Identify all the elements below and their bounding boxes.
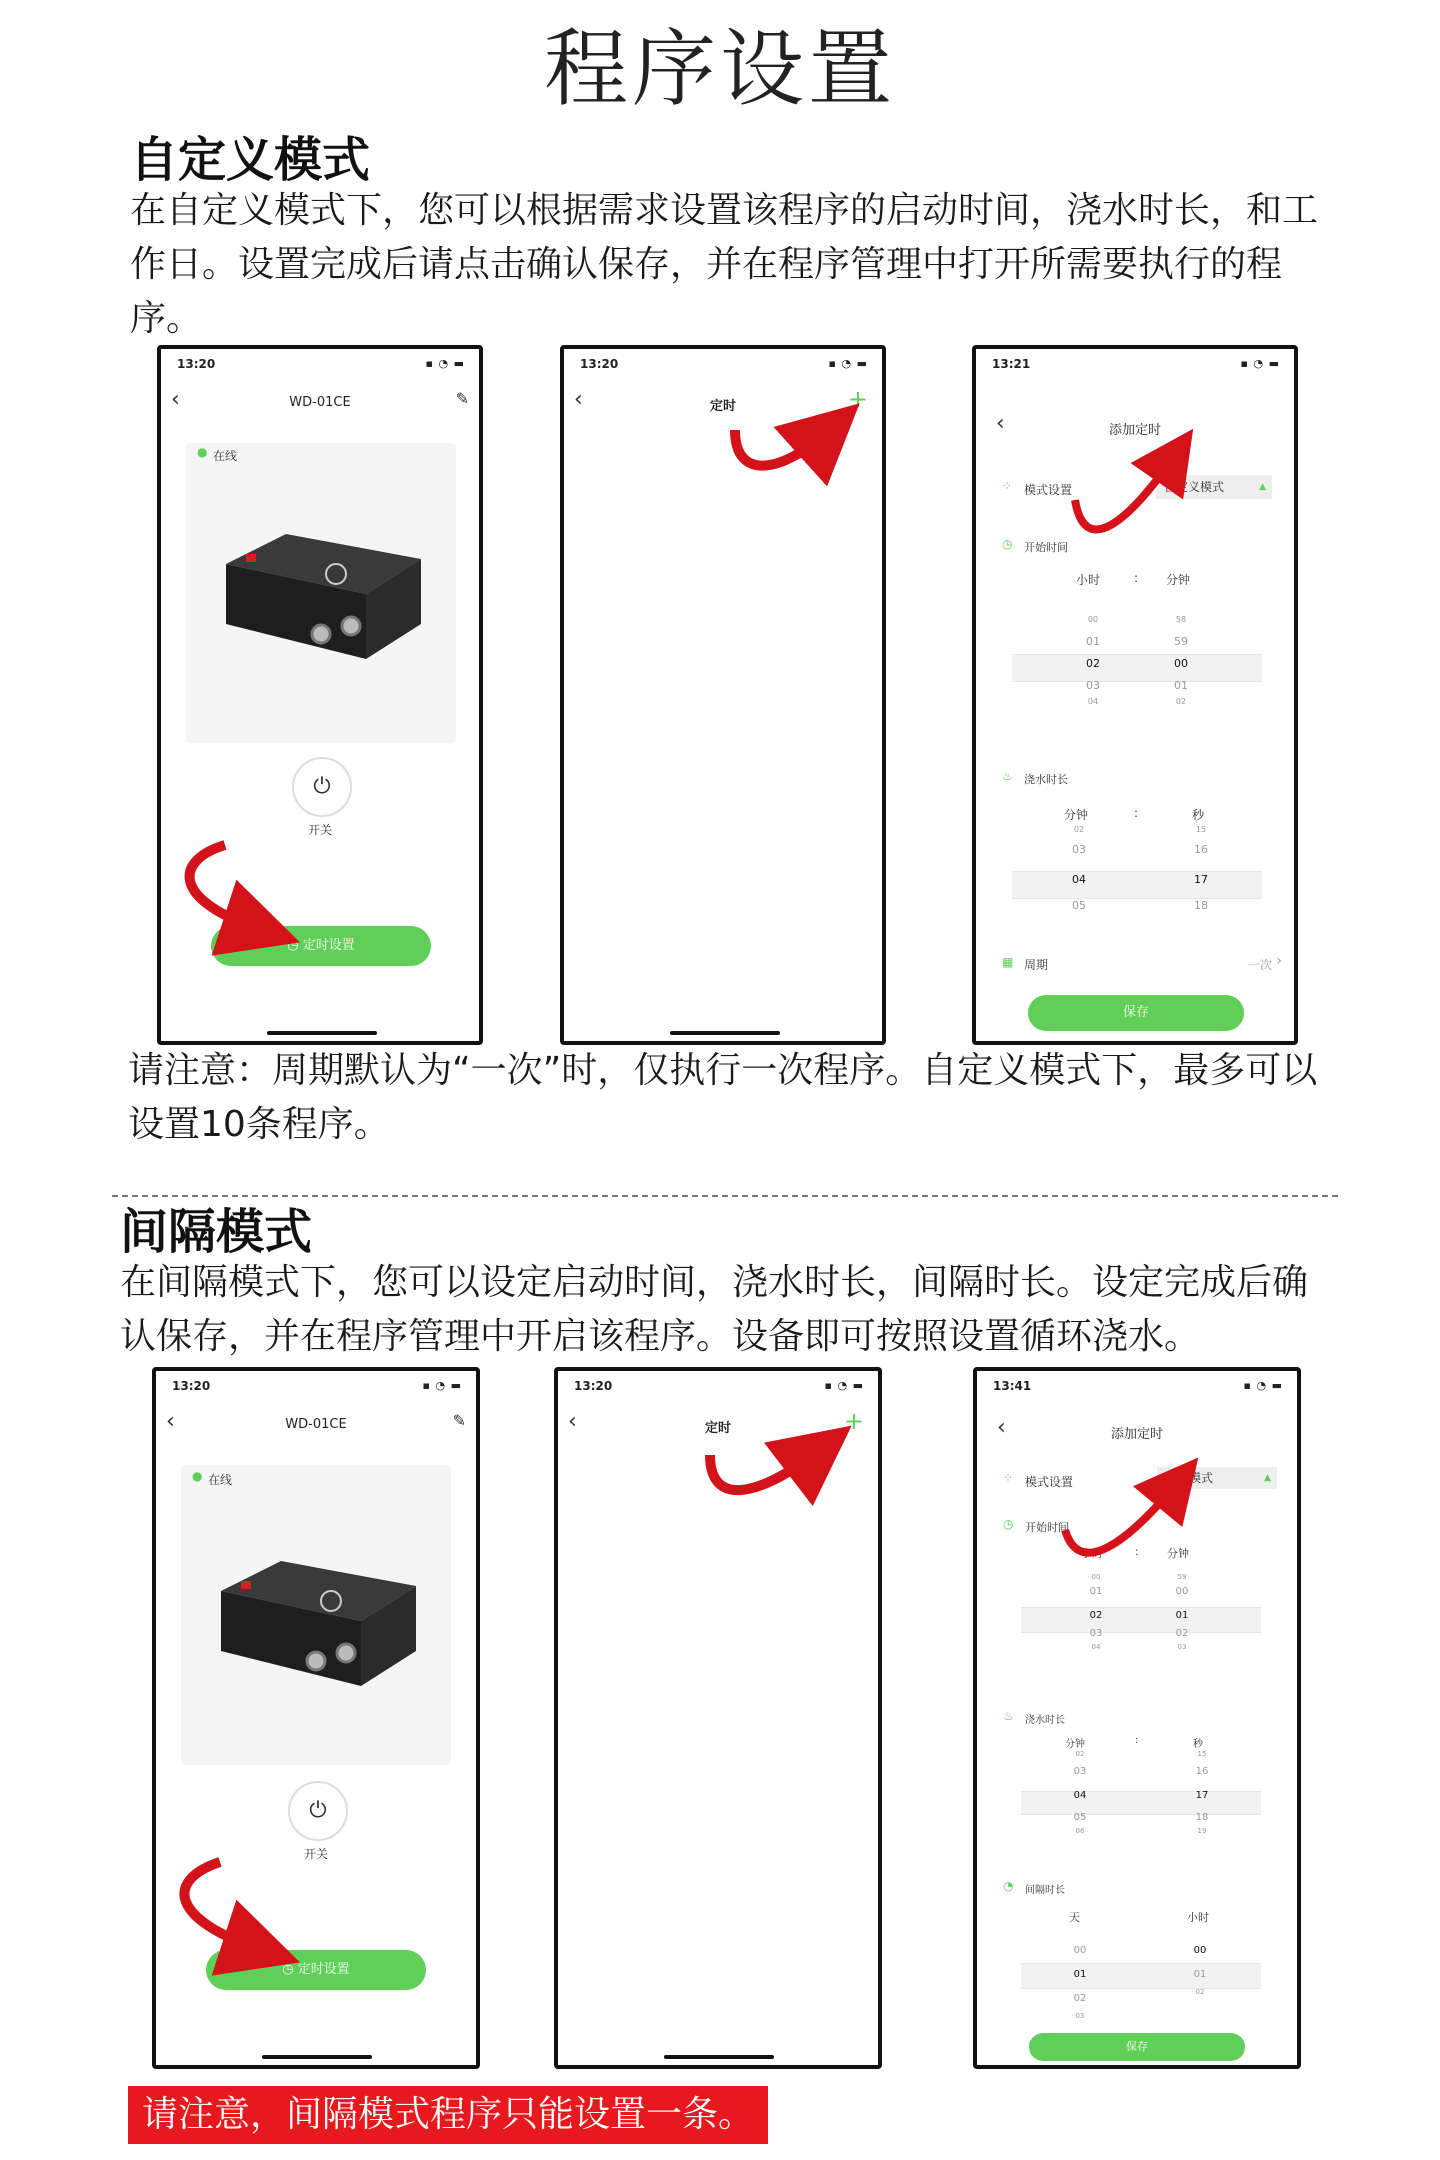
hour-option[interactable]: 01 (1086, 635, 1100, 648)
edit-icon[interactable]: ✎ (455, 389, 469, 408)
save-button[interactable]: 保存 (1028, 995, 1244, 1031)
hour-option[interactable]: 00 (1087, 615, 1099, 624)
colon: : (1134, 806, 1139, 820)
power-icon[interactable]: ⏻ (288, 1781, 348, 1841)
dur-second-option-selected[interactable]: 17 (1194, 873, 1208, 886)
hour-option-selected[interactable]: 02 (1089, 1610, 1103, 1621)
online-dot-icon: ● (192, 1469, 203, 1483)
watering-icon: ♨ (1003, 1709, 1014, 1723)
minute-header: 分钟 (1167, 1547, 1189, 1560)
interval-hour-option[interactable]: 01 (1193, 1969, 1207, 1980)
cycle-label: 周期 (1024, 958, 1049, 972)
dur-second-option[interactable]: 18 (1195, 1812, 1209, 1823)
hour-option[interactable]: 04 (1087, 697, 1099, 706)
device-name: WD-01CE (289, 395, 351, 410)
status-time: 13:20 (580, 357, 619, 371)
day-header: 天 (1069, 1911, 1080, 1924)
colon: : (1134, 571, 1139, 585)
back-icon[interactable]: ‹ (996, 411, 1005, 436)
status-icons: ▪ ◔ ▬ (1240, 357, 1280, 370)
edit-icon[interactable]: ✎ (452, 1411, 466, 1430)
back-icon[interactable]: ‹ (997, 1415, 1006, 1440)
caret-up-icon: ▲ (1259, 482, 1266, 492)
arrow-icon (190, 845, 262, 930)
interval-hour-option-selected[interactable]: 00 (1193, 1945, 1207, 1956)
dur-minute-option[interactable]: 03 (1072, 843, 1086, 856)
dur-second-header: 秒 (1192, 808, 1205, 822)
interval-icon: ◔ (1003, 1879, 1014, 1893)
arrow-icon (735, 430, 830, 466)
timer-settings-button[interactable]: ◷ 定时设置 (211, 926, 431, 966)
minute-option[interactable]: 03 (1177, 1643, 1187, 1651)
dur-second-option[interactable]: 16 (1194, 843, 1208, 856)
section1-note: 请注意：周期默认为“一次”时，仅执行一次程序。自定义模式下，最多可以设置10条程序。 (128, 1050, 1318, 1145)
dur-second-option[interactable]: 19 (1197, 1827, 1207, 1835)
chevron-right-icon: › (1276, 953, 1282, 969)
minute-option[interactable]: 59 (1174, 635, 1188, 648)
dur-second-option-selected[interactable]: 17 (1195, 1790, 1209, 1801)
dur-second-option[interactable]: 15 (1197, 1750, 1207, 1758)
online-status: 在线 (213, 449, 238, 463)
minute-option[interactable]: 01 (1174, 679, 1188, 692)
back-icon[interactable]: ‹ (574, 387, 583, 412)
minute-option-selected[interactable]: 00 (1174, 657, 1188, 670)
back-icon[interactable]: ‹ (568, 1409, 577, 1434)
hour-option[interactable]: 01 (1089, 1586, 1103, 1597)
minute-header: 分钟 (1166, 573, 1191, 587)
dur-second-option[interactable]: 18 (1194, 899, 1208, 912)
section2-heading: 间隔模式 (120, 1204, 313, 1260)
timer-title: 定时 (709, 399, 736, 414)
status-time: 13:20 (172, 1379, 211, 1393)
interval-hour-option[interactable]: 02 (1195, 1988, 1205, 1996)
hour-header: 小时 (1076, 573, 1101, 587)
online-status: 在线 (208, 1473, 233, 1487)
hour-option[interactable]: 04 (1091, 1643, 1101, 1651)
power-label: 开关 (303, 1847, 328, 1861)
start-time-label: 开始时间 (1024, 541, 1068, 554)
day-option[interactable]: 03 (1075, 2012, 1085, 2020)
dur-minute-option[interactable]: 02 (1075, 1750, 1085, 1758)
interval-hour-header: 小时 (1187, 1911, 1209, 1924)
dur-minute-option-selected[interactable]: 04 (1073, 1790, 1087, 1801)
hour-option[interactable]: 00 (1091, 1573, 1101, 1581)
minute-option[interactable]: 02 (1175, 697, 1187, 706)
duration-label: 浇水时长 (1024, 773, 1068, 786)
caret-up-icon: ▲ (1264, 1473, 1271, 1483)
mode-value: 间隔模式 (1165, 1471, 1214, 1485)
mode-value: 自定义模式 (1164, 480, 1225, 494)
hour-option-selected[interactable]: 02 (1086, 657, 1100, 670)
minute-option-selected[interactable]: 01 (1175, 1610, 1189, 1621)
mode-label: 模式设置 (1024, 483, 1073, 497)
status-time: 13:20 (177, 357, 216, 371)
dur-minute-option-selected[interactable]: 04 (1072, 873, 1086, 886)
arrow-icon (184, 1862, 262, 1950)
clock-icon: ◷ (1002, 537, 1013, 551)
dur-second-option[interactable]: 16 (1195, 1766, 1209, 1777)
section1-heading: 自定义模式 (130, 132, 371, 188)
hour-option[interactable]: 03 (1086, 679, 1100, 692)
add-timer-icon[interactable]: + (843, 1407, 864, 1435)
calendar-icon: ▦ (1002, 955, 1014, 969)
dur-minute-option[interactable]: 05 (1072, 899, 1086, 912)
duration-label: 浇水时长 (1025, 1715, 1065, 1726)
add-timer-icon[interactable]: + (847, 385, 868, 413)
minute-option[interactable]: 02 (1175, 1628, 1189, 1639)
add-timer-title: 添加定时 (1110, 1427, 1163, 1442)
colon: : (1135, 1545, 1139, 1558)
colon: : (1135, 1735, 1139, 1746)
day-option[interactable]: 02 (1073, 1993, 1087, 2004)
section2-description: 在间隔模式下，您可以设定启动时间，浇水时长，间隔时长。设定完成后确认保存，并在程序管理中开启该程序。设备即可按照设置循环浇水。 (120, 1262, 1309, 1357)
power-label: 开关 (307, 823, 332, 837)
interval-label: 间隔时长 (1025, 1885, 1065, 1896)
minute-option[interactable]: 58 (1175, 615, 1187, 624)
mode-icon: ⁘ (1003, 1471, 1014, 1485)
dur-second-header: 秒 (1193, 1739, 1203, 1750)
timer-settings-label: 定时设置 (302, 938, 355, 953)
dur-minute-header: 分钟 (1065, 1739, 1085, 1750)
dur-minute-header: 分钟 (1064, 808, 1089, 822)
minute-option[interactable]: 00 (1175, 1586, 1189, 1597)
start-time-label: 开始时间 (1025, 1521, 1069, 1534)
dur-minute-option[interactable]: 06 (1075, 1827, 1085, 1835)
dur-second-option[interactable]: 15 (1195, 825, 1207, 834)
back-icon[interactable]: ‹ (171, 387, 180, 412)
add-timer-title: 添加定时 (1108, 423, 1161, 438)
hour-header: 小时 (1081, 1547, 1103, 1560)
section1-description: 在自定义模式下，您可以根据需求设置该程序的启动时间，浇水时长，和工作日。设置完成后请点击确认保存，并在程序管理中打开所需要执行的程序。 (130, 190, 1319, 339)
status-icons: ▪ ◔ ▬ (422, 1379, 462, 1392)
mode-label: 模式设置 (1025, 1475, 1074, 1489)
status-time: 13:41 (993, 1379, 1032, 1393)
online-dot-icon: ● (197, 445, 208, 459)
arrow-icon (710, 1450, 820, 1490)
status-icons: ▪ ◔ ▬ (828, 357, 868, 370)
status-icons: ▪ ◔ ▬ (425, 357, 465, 370)
timer-title: 定时 (704, 1421, 731, 1436)
timer-settings-label: 定时设置 (297, 1962, 350, 1977)
back-icon[interactable]: ‹ (166, 1409, 175, 1434)
arrow-icon (1065, 1482, 1178, 1553)
clock-icon: ◷ (1003, 1517, 1014, 1531)
day-option[interactable]: 00 (1073, 1945, 1087, 1956)
save-button[interactable]: 保存 (1029, 2033, 1245, 2061)
dur-minute-option[interactable]: 03 (1073, 1766, 1087, 1777)
arrow-icon (1075, 455, 1175, 529)
status-time: 13:21 (992, 357, 1031, 371)
section2-note: 请注意，间隔模式程序只能设置一条。 (128, 2086, 768, 2144)
day-option-selected[interactable]: 01 (1073, 1969, 1087, 1980)
minute-option[interactable]: 59 (1177, 1573, 1187, 1581)
device-name: WD-01CE (285, 1417, 347, 1432)
dur-minute-option[interactable]: 05 (1073, 1812, 1087, 1823)
page-title: 程序设置 (543, 20, 896, 118)
status-icons: ▪ ◔ ▬ (1243, 1379, 1283, 1392)
watering-icon: ♨ (1002, 769, 1013, 783)
cycle-value[interactable]: 一次 (1247, 958, 1272, 972)
status-icons: ▪ ◔ ▬ (824, 1379, 864, 1392)
power-icon[interactable]: ⏻ (292, 757, 352, 817)
mode-icon: ⁘ (1002, 479, 1013, 493)
dur-minute-option[interactable]: 02 (1073, 825, 1085, 834)
hour-option[interactable]: 03 (1089, 1628, 1103, 1639)
status-time: 13:20 (574, 1379, 613, 1393)
timer-settings-button[interactable]: ◷ 定时设置 (206, 1950, 426, 1990)
